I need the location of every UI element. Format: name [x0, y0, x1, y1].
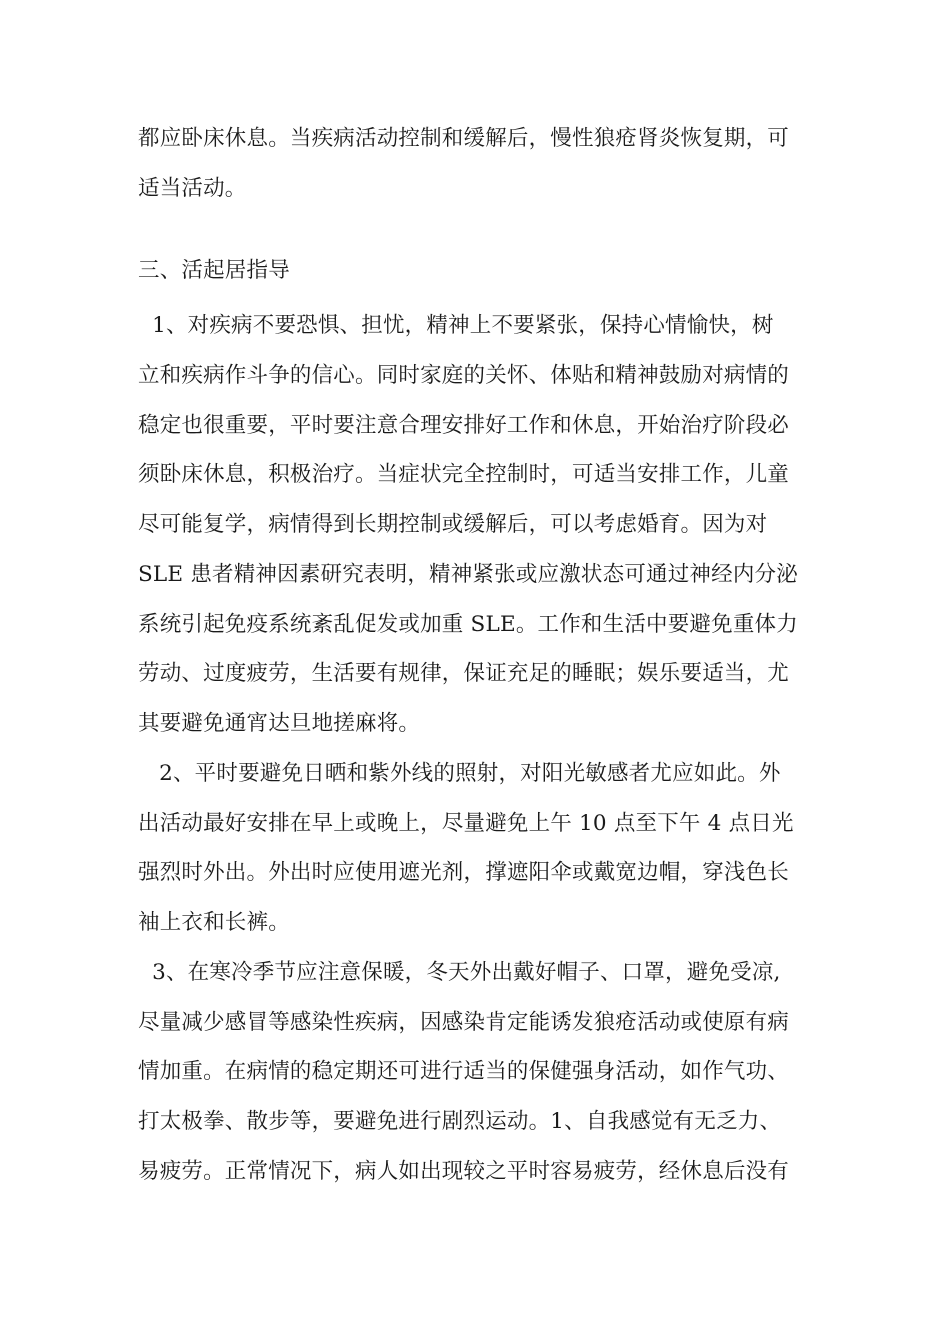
text-line: 出活动最好安排在早上或晚上，尽量避免上午 10 点至下午 4 点日光 [138, 811, 794, 836]
text-line: 打太极拳、散步等，要避免进行剧烈运动。1、自我感觉有无乏力、 [138, 1109, 782, 1134]
text-line: 易疲劳。正常情况下，病人如出现较之平时容易疲劳，经休息后没有 [138, 1159, 790, 1184]
text-line: 系统引起免疫系统紊乱促发或加重 SLE。工作和生活中要避免重体力 [138, 612, 798, 637]
section-heading: 三、活起居指导 [138, 258, 290, 283]
text-line: 尽量减少感冒等感染性疾病，因感染肯定能诱发狼疮活动或使原有病 [138, 1010, 790, 1035]
text-line: SLE 患者精神因素研究表明，精神紧张或应激状态可通过神经内分泌 [138, 562, 798, 587]
text-line: 2、平时要避免日晒和紫外线的照射，对阳光敏感者尤应如此。外 [138, 761, 781, 786]
text-line: 劳动、过度疲劳，生活要有规律，保证充足的睡眠；娱乐要适当，尤 [138, 661, 790, 686]
text-line: 稳定也很重要，平时要注意合理安排好工作和休息，开始治疗阶段必 [138, 413, 790, 438]
text-line: 都应卧床休息。当疾病活动控制和缓解后，慢性狼疮肾炎恢复期，可 [138, 126, 790, 151]
text-line: 情加重。在病情的稳定期还可进行适当的保健强身活动，如作气功、 [138, 1059, 790, 1084]
text-line: 袖上衣和长裤。 [138, 910, 290, 935]
text-line: 其要避免通宵达旦地搓麻将。 [138, 711, 421, 736]
text-line: 须卧床休息，积极治疗。当症状完全控制时，可适当安排工作，儿童 [138, 462, 790, 487]
text-line: 适当活动。 [138, 176, 247, 201]
text-line: 3、在寒冷季节应注意保暖，冬天外出戴好帽子、口罩，避免受凉, [138, 960, 781, 985]
text-line: 立和疾病作斗争的信心。同时家庭的关怀、体贴和精神鼓励对病情的 [138, 363, 790, 388]
text-line: 尽可能复学，病情得到长期控制或缓解后，可以考虑婚育。因为对 [138, 512, 768, 537]
text-line: 1、对疾病不要恐惧、担忧，精神上不要紧张，保持心情愉快，树 [138, 313, 774, 338]
text-line: 强烈时外出。外出时应使用遮光剂，撑遮阳伞或戴宽边帽，穿浅色长 [138, 860, 790, 885]
